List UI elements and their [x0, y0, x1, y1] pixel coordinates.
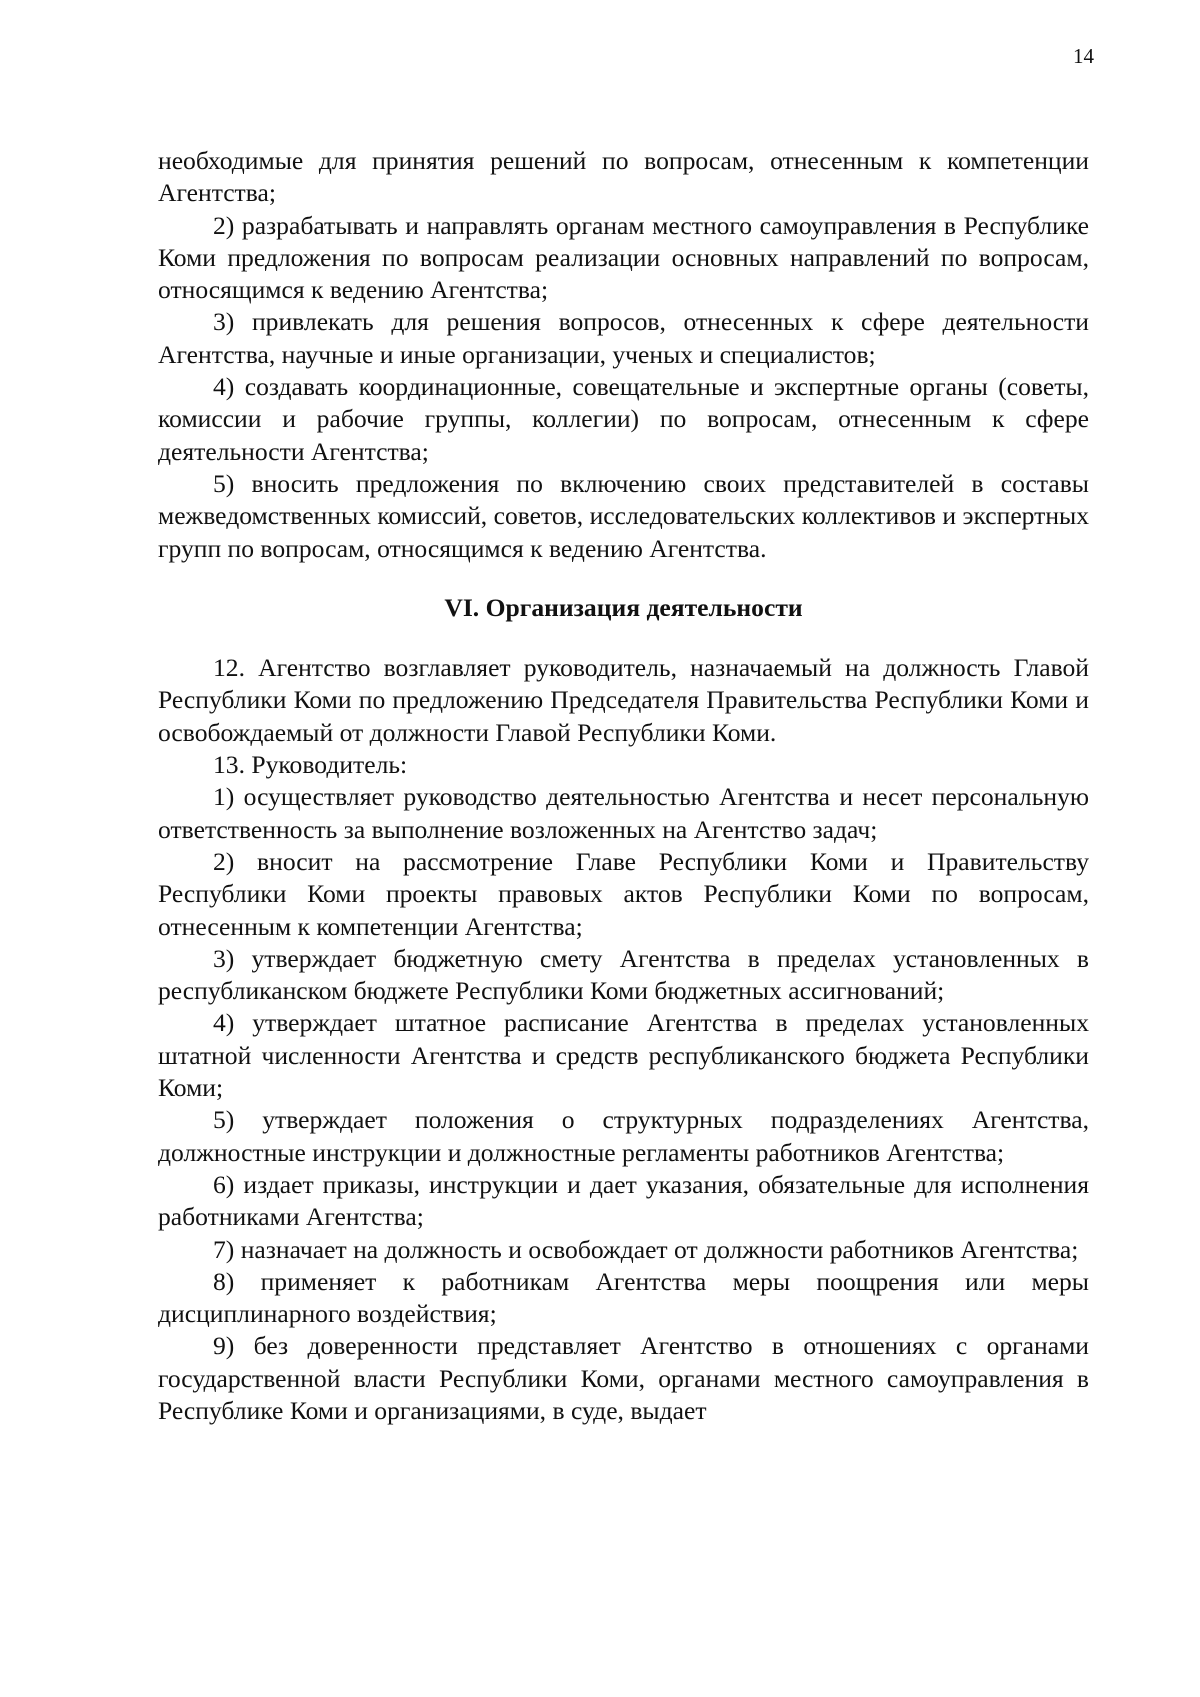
page-number: 14 [1073, 44, 1094, 68]
document-body [158, 145, 1089, 1427]
paragraph-duty-1: 1) осуществляет руководство деятельностью Агентства и несет персональную ответственность за выполнение возложенных на Агентство задач; [158, 782, 1089, 844]
paragraph-12-head: 12. Агентство возглавляет руководитель, назначаемый на должность Главой Республики Коми по предложению Председателя Правительства Республики Коми и освобождаемый от должности Главой Республики Коми. [158, 653, 1089, 747]
paragraph-item-3-engage-organizations: 3) привлекать для решения вопросов, отнесенных к сфере деятельности Агентства, научные и иные организации, ученых и специалистов; [158, 307, 1089, 369]
paragraph-13-head-duties: 13. Руководитель: [213, 750, 408, 780]
section-heading: VI. Организация деятельности [444, 592, 803, 622]
paragraph-item-5-representatives: 5) вносить предложения по включению своих представителей в составы межведомственных комиссий, советов, исследовательских коллективов и экспертных групп по вопросам, относящимся к ведению Агентства. [158, 468, 1090, 563]
paragraph-duty-6: 6) издает приказы, инструкции и дает указания, обязательные для исполнения работниками Агентства; [158, 1169, 1089, 1232]
paragraph-competence-continuation: необходимые для принятия решений по вопросам, отнесенным к компетенции Агентства; [158, 146, 1089, 208]
paragraph-duty-3: 3) утверждает бюджетную смету Агентства в пределах установленных в республиканском бюджете Республики Коми бюджетных ассигнований; [158, 943, 1089, 1006]
paragraph-duty-5: 5) утверждает положения о структурных подразделениях Агентства, должностные инструкции и должностные регламенты работников Агентства; [158, 1105, 1089, 1167]
paragraph-duty-4: 4) утверждает штатное расписание Агентства в пределах установленных штатной численности Агентства и средств республиканского бюджета Республики Коми; [158, 1008, 1089, 1103]
paragraph-duty-9: 9) без доверенности представляет Агентство в отношениях с органами государственной власти Республики Коми, органами местного самоуправления в Республике Коми и организациями, в суде, выдает [158, 1331, 1089, 1425]
paragraph-duty-2: 2) вносит на рассмотрение Главе Республики Коми и Правительству Республики Коми проекты правовых актов Республики Коми по вопросам, отнесенным к компетенции Агентства; [158, 846, 1089, 941]
paragraph-duty-8: 8) применяет к работникам Агентства меры поощрения или меры дисциплинарного воздействия; [158, 1266, 1089, 1329]
spacer-after-heading [158, 624, 1089, 652]
paragraph-item-2-proposals: 2) разрабатывать и направлять органам местного самоуправления в Республике Коми предложения по вопросам реализации основных направлений по вопросам, относящимся к ведению Агентства; [158, 210, 1089, 305]
spacer-before-heading [158, 565, 1089, 592]
paragraph-duty-7: 7) назначает на должность и освобождает от должности работников Агентства; [213, 1234, 1079, 1264]
paragraph-item-4-advisory-bodies: 4) создавать координационные, совещательные и экспертные органы (советы, комиссии и рабочие группы, коллегии) по вопросам, отнесенным к сфере деятельности Агентства; [158, 372, 1089, 466]
